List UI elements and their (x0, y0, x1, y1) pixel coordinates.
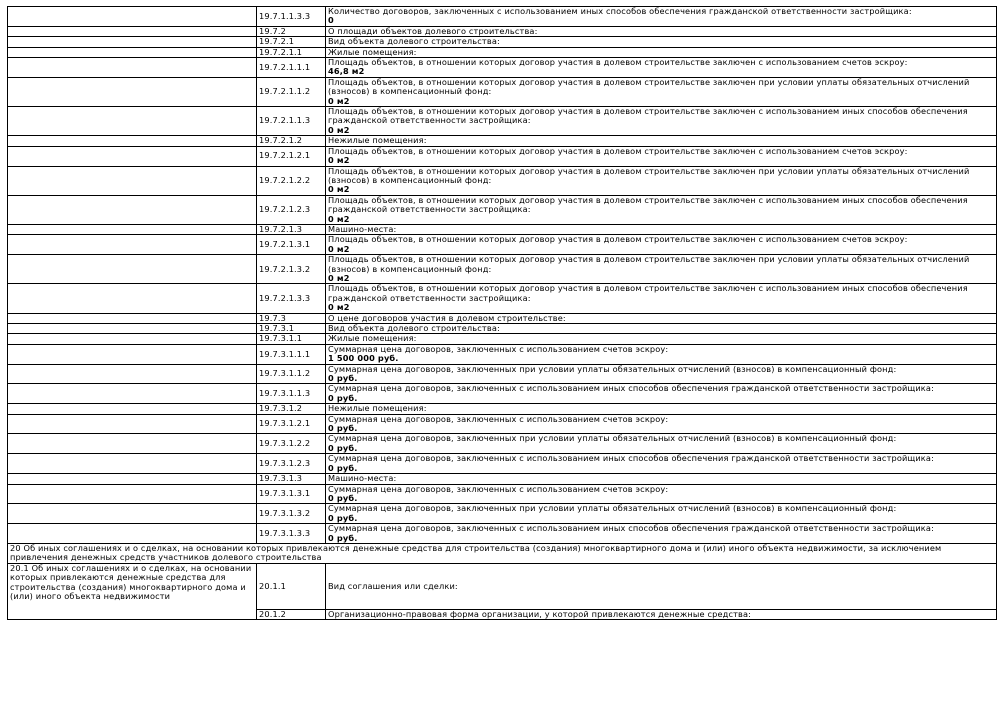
blank-section-cell (8, 146, 257, 166)
item-value: 0 руб. (328, 442, 358, 453)
table-row (8, 37, 997, 47)
item-label: Суммарная цена договоров, заключенных с использованием иных способов обеспечения гражданской ответственности застройщика: (328, 523, 934, 534)
item-number: 19.7.3.1 (257, 324, 326, 334)
table-row (8, 255, 997, 284)
table-row (8, 434, 997, 454)
item-content (326, 384, 997, 404)
item-value: 1 500 000 руб. (328, 353, 399, 364)
item-content (326, 235, 997, 255)
item-number: 19.7.2.1.1.2 (257, 77, 326, 106)
table-row (8, 77, 997, 106)
item-number: 20.1.1 (257, 563, 326, 609)
blank-section-cell (8, 334, 257, 344)
table-row (8, 313, 997, 323)
item-number: 19.7.3.1.2.1 (257, 414, 326, 434)
item-label: Количество договоров, заключенных с использованием иных способов обеспечения гражданской ответственности застройщика: (328, 6, 912, 16)
item-label: Суммарная цена договоров, заключенных с использованием иных способов обеспечения гражданской ответственности застройщика: (328, 453, 934, 464)
table-row (8, 166, 997, 195)
item-number: 19.7.3.1.1.2 (257, 364, 326, 384)
item-number: 19.7.2 (257, 26, 326, 36)
table-row (8, 195, 997, 224)
blank-section-cell (8, 454, 257, 474)
item-value: 0 м2 (328, 272, 350, 283)
blank-section-cell (8, 195, 257, 224)
table-row (8, 224, 997, 234)
item-content (326, 47, 997, 57)
item-label: Суммарная цена договоров, заключенных при условии уплаты обязательных отчислений (взносов) в компенсационный фонд: (328, 364, 897, 374)
item-number: 19.7.2.1.2.1 (257, 146, 326, 166)
blank-section-cell (8, 166, 257, 195)
table-row (8, 504, 997, 524)
item-label: Площадь объектов, в отношении которых договор участия в долевом строительстве заключен с использованием иных способов обеспечения гражданской ответственности застройщика: (328, 106, 968, 126)
item-label: Нежилые помещения: (328, 135, 427, 146)
item-label: Машино-места: (328, 224, 397, 234)
item-number: 19.7.3.1.2 (257, 404, 326, 414)
item-value: 0 руб. (328, 532, 358, 543)
item-number: 19.7.3.1.1 (257, 334, 326, 344)
item-label: Суммарная цена договоров, заключенных с использованием счетов эскроу: (328, 414, 669, 424)
item-label: Площадь объектов, в отношении которых договор участия в долевом строительстве заключен при условии уплаты обязательных отчислений (взносов) в компенсационный фонд: (328, 166, 970, 185)
item-content: Вид соглашения или сделки: (326, 563, 997, 609)
item-number: 19.7.3.1.2.2 (257, 434, 326, 454)
table-row (8, 344, 997, 364)
item-value: 0 руб. (328, 462, 358, 473)
disclosure-table (7, 6, 997, 620)
item-value: 0 м2 (328, 302, 350, 313)
item-content (326, 107, 997, 136)
item-number: 19.7.3 (257, 313, 326, 323)
item-content (326, 7, 997, 27)
blank-section-cell (8, 313, 257, 323)
table-row (8, 474, 997, 484)
blank-section-cell (8, 26, 257, 36)
item-label: Площадь объектов, в отношении которых договор участия в долевом строительстве заключен с использованием счетов эскроу: (328, 146, 908, 156)
blank-section-cell (8, 77, 257, 106)
item-number: 19.7.3.1.3 (257, 474, 326, 484)
table-row (8, 414, 997, 434)
item-number: 19.7.2.1.2 (257, 136, 326, 146)
item-content (326, 434, 997, 454)
item-value: 0 м2 (328, 213, 350, 224)
item-number: 19.7.2.1.3 (257, 224, 326, 234)
item-label: Вид объекта долевого строительства: (328, 36, 500, 47)
item-content (326, 404, 997, 414)
item-content (326, 334, 997, 344)
item-content (326, 284, 997, 313)
item-content (326, 58, 997, 78)
item-value: 0 м2 (328, 95, 350, 106)
blank-section-cell (8, 434, 257, 454)
blank-section-cell (8, 364, 257, 384)
item-value: 0 руб. (328, 392, 358, 403)
item-value: 0 руб. (328, 512, 358, 523)
blank-section-cell (8, 404, 257, 414)
table-row (8, 7, 997, 27)
blank-section-cell (8, 284, 257, 313)
item-number: 19.7.2.1 (257, 37, 326, 47)
item-label: Машино-места: (328, 473, 397, 484)
item-label: Площадь объектов, в отношении которых договор участия в долевом строительстве заключен при условии уплаты обязательных отчислений (взносов) в компенсационный фонд: (328, 77, 970, 97)
table-body (8, 7, 997, 620)
blank-section-cell (8, 136, 257, 146)
item-label: Жилые помещения: (328, 333, 417, 344)
item-content (326, 136, 997, 146)
section-20-heading: 20 Об иных соглашениях и о сделках, на основании которых привлекаются денежные средства для строительства (создания) многоквартирного дома и (или) иного объекта недвижимости, за исключением привлечения денежных средств участников долевого строительства (8, 543, 997, 563)
item-number: 19.7.3.1.2.3 (257, 454, 326, 474)
blank-section-cell (8, 58, 257, 78)
blank-section-cell (8, 384, 257, 404)
item-number: 19.7.2.1.3.3 (257, 284, 326, 313)
item-content (326, 166, 997, 195)
item-number: 19.7.2.1.2.2 (257, 166, 326, 195)
item-content: Организационно-правовая форма организации, у которой привлекаются денежные средства: (326, 609, 997, 619)
blank-section-cell (8, 255, 257, 284)
subsection-20-1-heading: 20.1 Об иных соглашениях и о сделках, на основании которых привлекаются денежные средства для строительства (создания) многоквартирного дома и (или) иного объекта недвижимости (8, 563, 257, 619)
item-number: 19.7.2.1.2.3 (257, 195, 326, 224)
blank-section-cell (8, 524, 257, 544)
item-label: Площадь объектов, в отношении которых договор участия в долевом строительстве заключен с использованием иных способов обеспечения гражданской ответственности застройщика: (328, 283, 968, 303)
item-value: 46,8 м2 (328, 66, 365, 77)
item-number: 19.7.1.1.3.3 (257, 7, 326, 27)
table-row (8, 58, 997, 78)
blank-section-cell (8, 324, 257, 334)
item-label: Нежилые помещения: (328, 403, 427, 414)
item-content (326, 344, 997, 364)
table-row (8, 284, 997, 313)
item-label: О цене договоров участия в долевом строительстве: (328, 313, 566, 323)
table-row (8, 146, 997, 166)
blank-section-cell (8, 344, 257, 364)
table-row (8, 484, 997, 504)
item-content (326, 474, 997, 484)
blank-section-cell (8, 47, 257, 57)
blank-section-cell (8, 235, 257, 255)
blank-section-cell (8, 37, 257, 47)
blank-section-cell (8, 504, 257, 524)
item-content (326, 313, 997, 323)
item-label: О площади объектов долевого строительства: (328, 26, 538, 36)
blank-section-cell (8, 474, 257, 484)
item-content (326, 414, 997, 434)
table-row (8, 404, 997, 414)
item-number: 19.7.2.1.1.1 (257, 58, 326, 78)
item-label: Площадь объектов, в отношении которых договор участия в долевом строительстве заключен с использованием счетов эскроу: (328, 57, 908, 68)
item-label: Суммарная цена договоров, заключенных при условии уплаты обязательных отчислений (взносов) в компенсационный фонд: (328, 503, 897, 514)
table-row (8, 324, 997, 334)
item-label: Площадь объектов, в отношении которых договор участия в долевом строительстве заключен с использованием счетов эскроу: (328, 234, 908, 245)
item-value: 0 руб. (328, 373, 358, 384)
item-number: 20.1.2 (257, 609, 326, 619)
item-content (326, 77, 997, 106)
item-value: 0 руб. (328, 423, 358, 434)
blank-section-cell (8, 414, 257, 434)
section-heading-row (8, 543, 997, 563)
item-number: 19.7.3.1.3.1 (257, 484, 326, 504)
item-content (326, 195, 997, 224)
item-label: Площадь объектов, в отношении которых договор участия в долевом строительстве заключен при условии уплаты обязательных отчислений (взносов) в компенсационный фонд: (328, 254, 970, 274)
item-content (326, 364, 997, 384)
table-row (8, 334, 997, 344)
item-number: 19.7.2.1.3.1 (257, 235, 326, 255)
item-value: 0 м2 (328, 184, 350, 195)
item-content (326, 524, 997, 544)
item-label: Суммарная цена договоров, заключенных с использованием счетов эскроу: (328, 484, 669, 494)
item-value: 0 руб. (328, 492, 358, 503)
item-content (326, 37, 997, 47)
item-label: Площадь объектов, в отношении которых договор участия в долевом строительстве заключен с использованием иных способов обеспечения гражданской ответственности застройщика: (328, 195, 968, 215)
table-row (8, 107, 997, 136)
item-number: 19.7.3.1.1.1 (257, 344, 326, 364)
table-row (8, 364, 997, 384)
item-label: Суммарная цена договоров, заключенных при условии уплаты обязательных отчислений (взносов) в компенсационный фонд: (328, 433, 897, 444)
item-content (326, 26, 997, 36)
blank-section-cell (8, 7, 257, 27)
table-row (8, 524, 997, 544)
item-number: 19.7.2.1.3.2 (257, 255, 326, 284)
item-content (326, 454, 997, 474)
blank-section-cell (8, 224, 257, 234)
item-content (326, 255, 997, 284)
item-number: 19.7.3.1.3.3 (257, 524, 326, 544)
item-value: 0 м2 (328, 124, 350, 135)
item-value: 0 м2 (328, 243, 350, 254)
item-label: Суммарная цена договоров, заключенных с использованием иных способов обеспечения гражданской ответственности застройщика: (328, 383, 934, 394)
item-number: 19.7.2.1.1.3 (257, 107, 326, 136)
item-content (326, 504, 997, 524)
item-value: 0 м2 (328, 155, 350, 166)
table-row (8, 136, 997, 146)
item-content (326, 484, 997, 504)
table-row (8, 384, 997, 404)
item-value: 0 (328, 15, 334, 26)
item-label: Вид объекта долевого строительства: (328, 323, 500, 333)
item-content (326, 224, 997, 234)
item-label: Жилые помещения: (328, 47, 417, 57)
item-number: 19.7.2.1.1 (257, 47, 326, 57)
item-number: 19.7.3.1.1.3 (257, 384, 326, 404)
item-number: 19.7.3.1.3.2 (257, 504, 326, 524)
item-content (326, 146, 997, 166)
item-content (326, 324, 997, 334)
table-row (8, 26, 997, 36)
table-row (8, 235, 997, 255)
table-row (8, 47, 997, 57)
item-label: Суммарная цена договоров, заключенных с использованием счетов эскроу: (328, 344, 669, 354)
blank-section-cell (8, 107, 257, 136)
blank-section-cell (8, 484, 257, 504)
table-row (8, 454, 997, 474)
table-row (8, 563, 997, 609)
